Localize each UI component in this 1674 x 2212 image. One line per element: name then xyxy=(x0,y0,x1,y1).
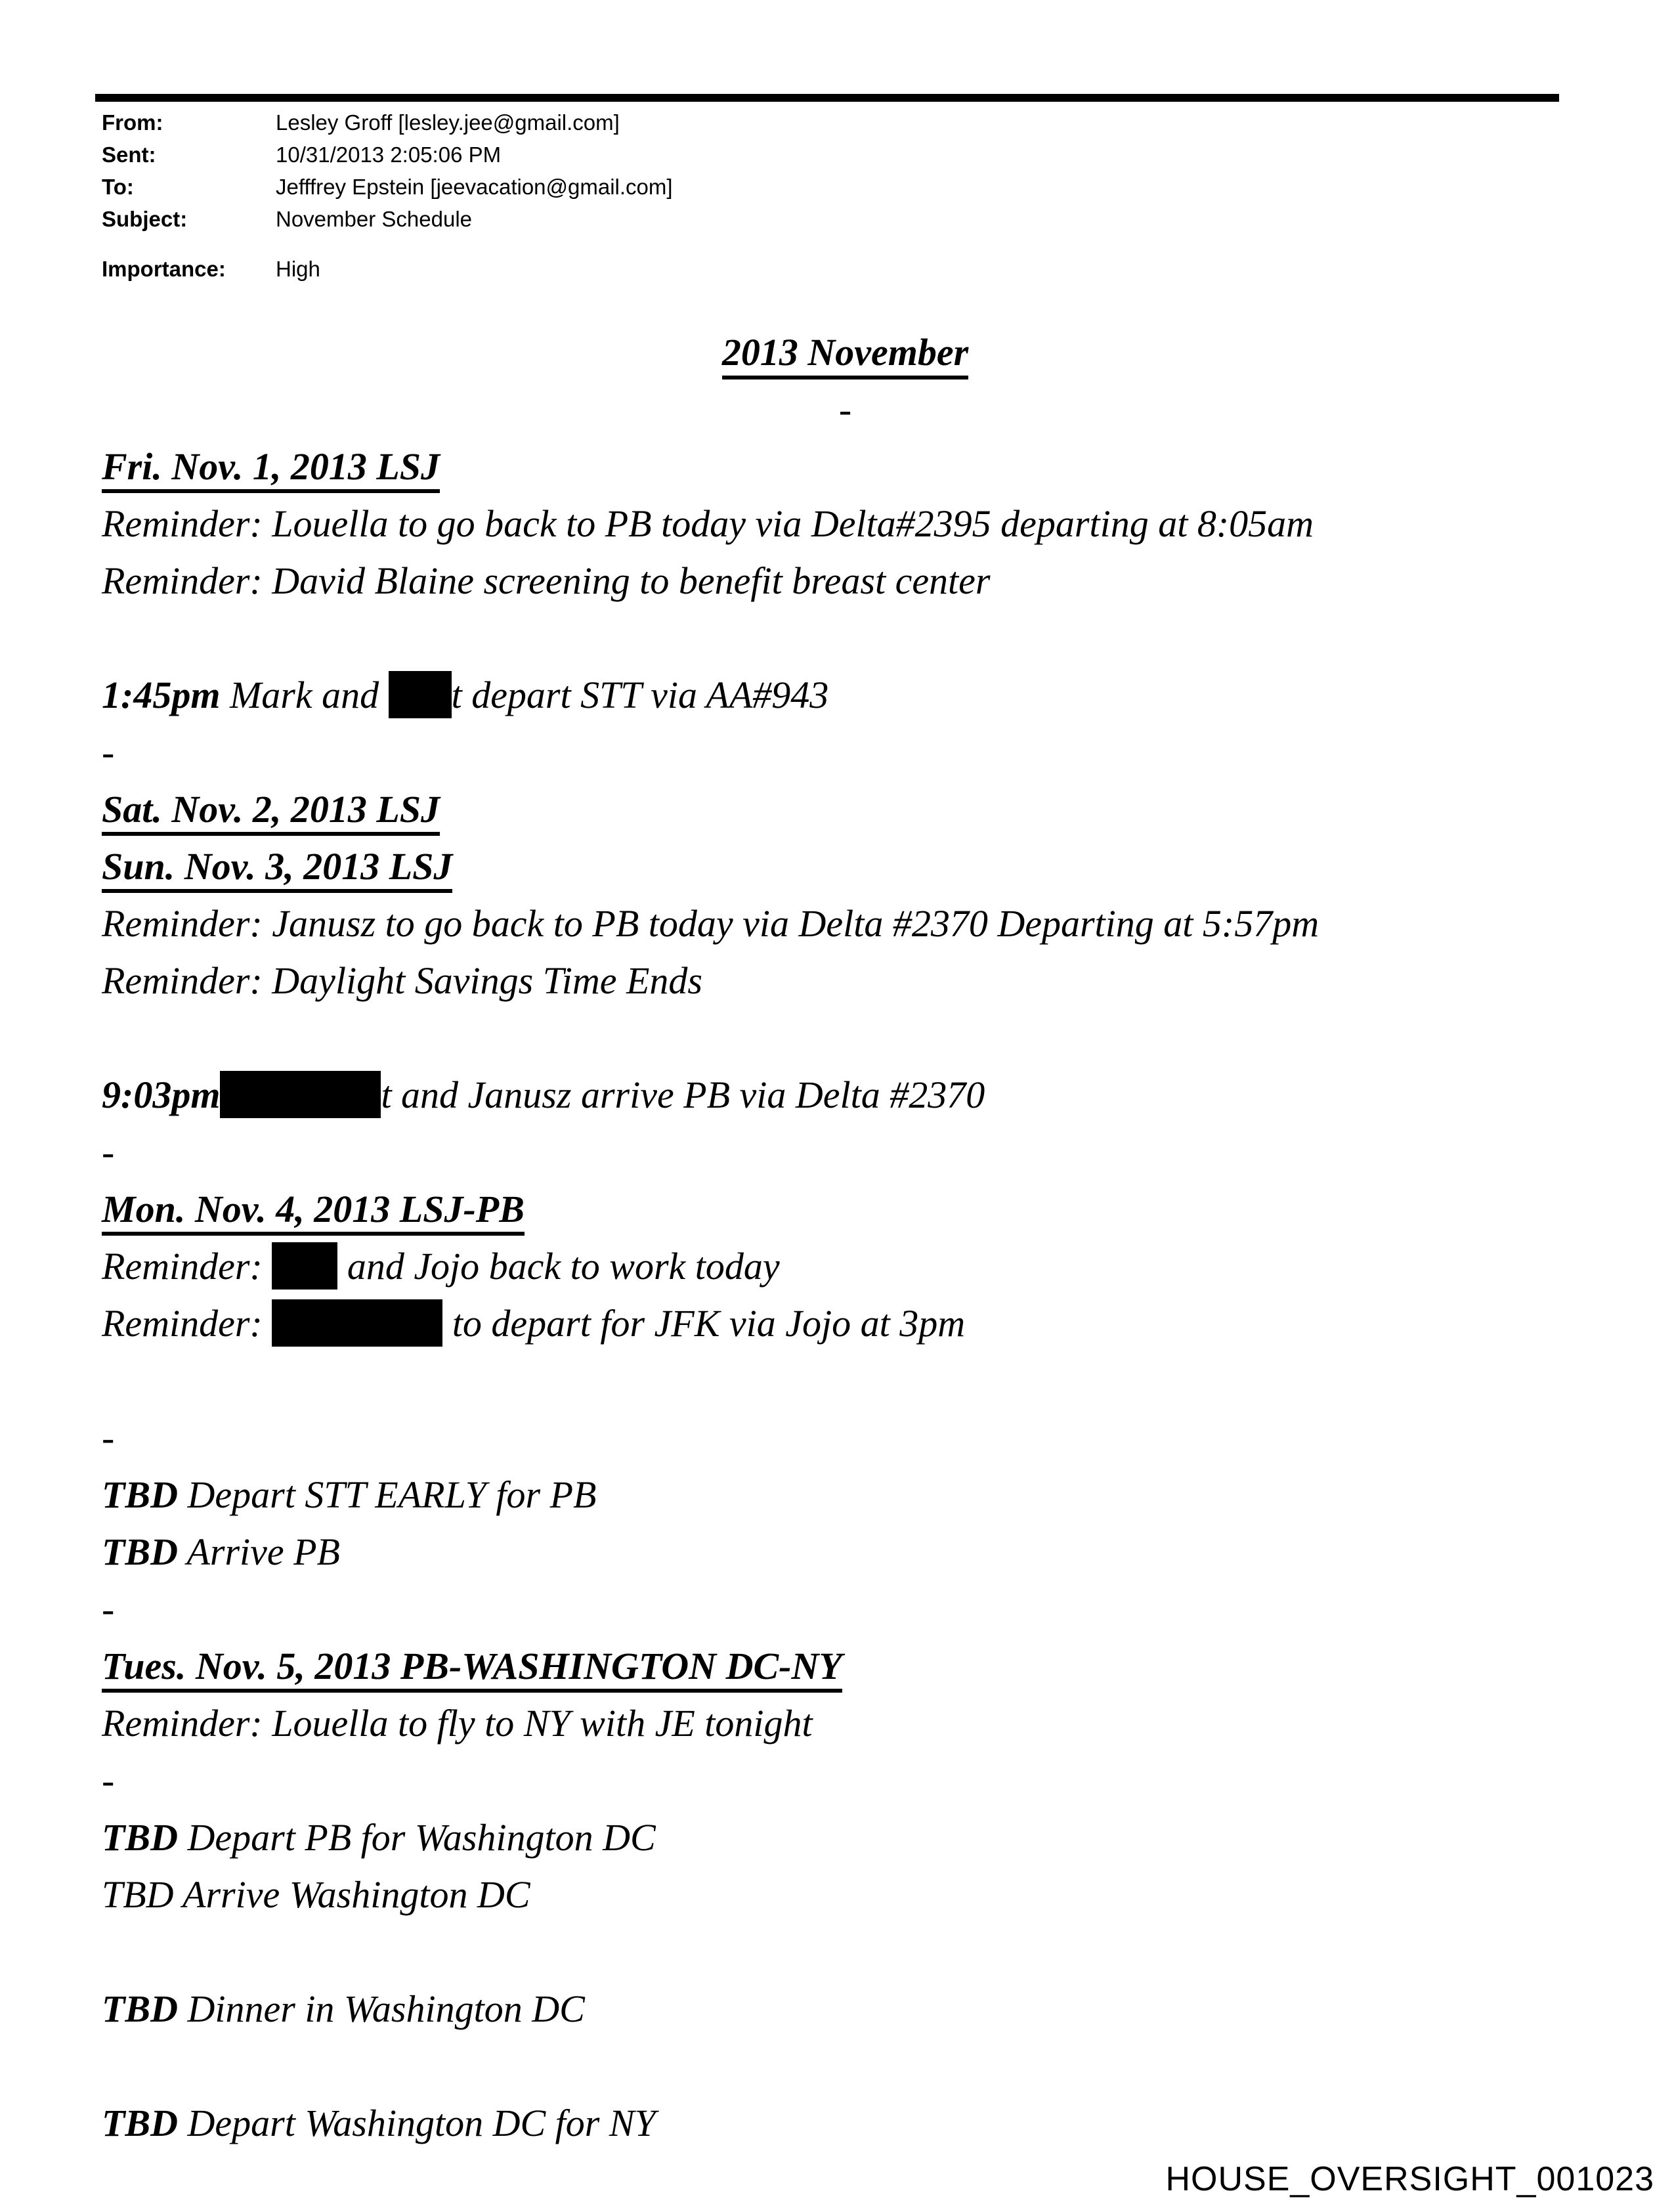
entry-text: Arrive PB xyxy=(178,1530,340,1573)
separator-dash: - xyxy=(102,1416,115,1459)
header-row xyxy=(102,171,673,203)
schedule-title-line xyxy=(102,324,1589,381)
entry-text: t depart STT via AA#943 xyxy=(451,674,829,716)
header-row-importance xyxy=(102,253,673,285)
separator-dash: - xyxy=(102,1759,115,1802)
separator-dash: - xyxy=(838,388,852,431)
time-label: TBD xyxy=(102,2102,178,2144)
schedule-entry-line xyxy=(102,1466,1589,1523)
schedule-entry-line xyxy=(102,666,1589,724)
schedule-entry-line xyxy=(102,2094,1589,2152)
bates-number: HOUSE_OVERSIGHT_001023 xyxy=(1165,2160,1654,2198)
separator-dash: - xyxy=(102,731,115,773)
separator-dash: - xyxy=(102,1131,115,1173)
header-row xyxy=(102,139,673,171)
day-heading: Fri. Nov. 1, 2013 LSJ xyxy=(102,445,440,493)
day-heading: Mon. Nov. 4, 2013 LSJ-PB xyxy=(102,1188,525,1236)
entry-text: Reminder: xyxy=(102,1302,272,1345)
entry-text: Depart Washington DC for NY xyxy=(178,2102,656,2144)
header-field-label: Sent: xyxy=(102,142,156,167)
email-header xyxy=(102,106,673,285)
entry-text: Reminder: xyxy=(102,1245,272,1288)
entry-text: Dinner in Washington DC xyxy=(178,1987,585,2030)
day-heading-line xyxy=(102,1637,1589,1695)
schedule-entry-line xyxy=(102,1980,1589,2037)
schedule-entry-line xyxy=(102,1523,1589,1580)
entry-text: Depart PB for Washington DC xyxy=(178,1816,656,1859)
header-field-value: Lesley Groff [lesley.jee@gmail.com] xyxy=(276,110,620,135)
schedule-entry-line xyxy=(102,1295,1589,1352)
day-heading: Sat. Nov. 2, 2013 LSJ xyxy=(102,788,440,836)
email-header-rows xyxy=(102,106,673,235)
header-row xyxy=(102,106,673,139)
schedule-lines xyxy=(102,381,1589,2152)
schedule-text-line: TBD Arrive Washington DC xyxy=(102,1873,530,1916)
day-heading-line xyxy=(102,781,1589,838)
time-label: 1:45pm xyxy=(102,674,221,716)
header-field-value: 10/31/2013 2:05:06 PM xyxy=(276,142,502,167)
day-heading-line xyxy=(102,438,1589,495)
header-field-label: From: xyxy=(102,110,163,135)
day-heading: Tues. Nov. 5, 2013 PB-WASHINGTON DC-NY xyxy=(102,1645,842,1693)
schedule-title: 2013 November xyxy=(722,331,968,380)
header-divider-rule xyxy=(95,94,1559,102)
blank-line xyxy=(102,1923,1589,1980)
entry-text: Depart STT EARLY for PB xyxy=(178,1473,597,1516)
header-field-value: Jefffrey Epstein [jeevacation@gmail.com] xyxy=(276,175,673,199)
schedule-text-line: Reminder: Louella to fly to NY with JE tonight xyxy=(102,1702,813,1745)
blank-line xyxy=(102,1009,1589,1066)
blank-line xyxy=(102,609,1589,666)
header-row xyxy=(102,203,673,235)
schedule-text-line: Reminder: Daylight Savings Time Ends xyxy=(102,959,703,1002)
redaction-box xyxy=(272,1299,442,1347)
time-label: TBD xyxy=(102,1816,178,1859)
time-label: TBD xyxy=(102,1473,178,1516)
header-field-label: Subject: xyxy=(102,207,188,231)
separator-dash: - xyxy=(102,1588,115,1630)
header-field-label: To: xyxy=(102,175,134,199)
blank-line xyxy=(102,1352,1589,1409)
time-label: 9:03pm xyxy=(102,1073,221,1116)
schedule-text-line: Reminder: David Blaine screening to benefit breast center xyxy=(102,559,991,602)
entry-text: to depart for JFK via Jojo at 3pm xyxy=(442,1302,966,1345)
day-heading-line xyxy=(102,838,1589,895)
entry-text: t and Janusz arrive PB via Delta #2370 xyxy=(381,1073,985,1116)
time-label: TBD xyxy=(102,1530,178,1573)
day-heading: Sun. Nov. 3, 2013 LSJ xyxy=(102,845,452,893)
entry-text: Mark and xyxy=(220,674,389,716)
redaction-box xyxy=(220,1071,381,1118)
schedule-body xyxy=(102,324,1589,2152)
day-heading-line xyxy=(102,1181,1589,1238)
redaction-box xyxy=(272,1242,337,1290)
entry-text: and Jojo back to work today xyxy=(337,1245,780,1288)
header-field-value: November Schedule xyxy=(276,207,472,231)
schedule-text-line: Reminder: Janusz to go back to PB today via Delta #2370 Departing at 5:57pm xyxy=(102,902,1320,945)
schedule-entry-line xyxy=(102,1066,1589,1123)
schedule-entry-line xyxy=(102,1809,1589,1866)
importance-label: Importance: xyxy=(102,257,226,281)
schedule-entry-line xyxy=(102,1238,1589,1295)
importance-value: High xyxy=(276,257,320,281)
redaction-box xyxy=(389,671,452,718)
schedule-text-line: Reminder: Louella to go back to PB today via Delta#2395 departing at 8:05am xyxy=(102,502,1314,545)
time-label: TBD xyxy=(102,1987,178,2030)
blank-line xyxy=(102,2037,1589,2094)
